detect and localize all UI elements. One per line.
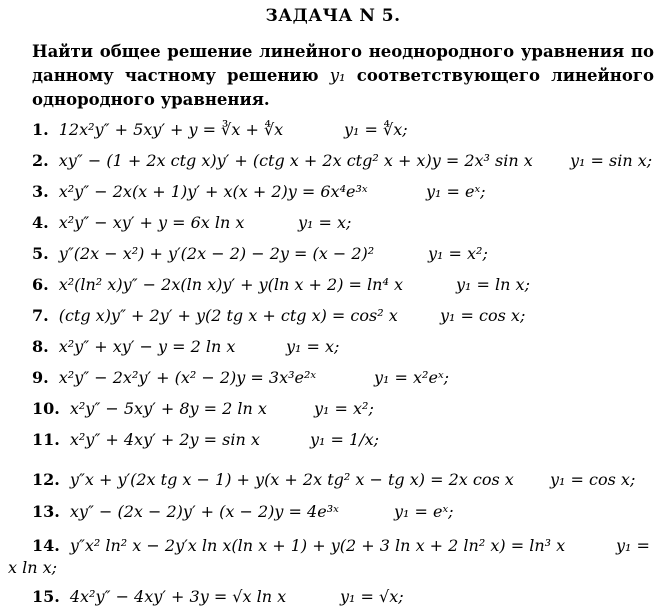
problem-number: 7. xyxy=(32,306,49,325)
problem-equation: (ctg x)y″ + 2y′ + y(2 tg x + ctg x) = cos² x xyxy=(58,306,398,325)
problem-solution: y₁ = xyxy=(616,536,650,555)
problem-1 xyxy=(32,118,408,142)
task-symbol: y₁ xyxy=(329,66,346,85)
problem-number: 14. xyxy=(32,536,60,555)
problem-11 xyxy=(32,428,380,452)
problem-number: 15. xyxy=(32,587,60,606)
problem-solution: y₁ = eˣ; xyxy=(394,502,454,521)
problem-12 xyxy=(32,468,636,492)
problem-number: 12. xyxy=(32,470,60,489)
problem-solution: y₁ = x; xyxy=(298,213,352,232)
problem-equation: x²(ln² x)y″ − 2x(ln x)y′ + y(ln x + 2) = ln⁴ x xyxy=(58,275,403,294)
task-text-part2: соответствующего линейного однородного уравнения. xyxy=(32,66,654,109)
problem-number: 10. xyxy=(32,399,60,418)
problem-number: 6. xyxy=(32,275,49,294)
problem-solution: y₁ = x²eˣ; xyxy=(374,368,450,387)
problem-14-continuation: x ln x; xyxy=(8,558,58,577)
problem-number: 5. xyxy=(32,244,49,263)
problem-equation: x²y″ − 2x²y′ + (x² − 2)y = 3x³e²ˣ xyxy=(58,368,317,387)
problem-solution: y₁ = cos x; xyxy=(550,470,636,489)
problem-solution: y₁ = ∜x; xyxy=(344,120,408,139)
page-title: ЗАДАЧА N 5. xyxy=(265,6,401,26)
problem-number: 8. xyxy=(32,337,49,356)
problem-equation: x²y″ + 4xy′ + 2y = sin x xyxy=(69,430,260,449)
problem-10 xyxy=(32,397,374,421)
problem-7 xyxy=(32,304,526,328)
problem-9 xyxy=(32,366,450,390)
problem-equation: x²y″ + xy′ − y = 2 ln x xyxy=(58,337,236,356)
problem-equation: x²y″ − xy′ + y = 6x ln x xyxy=(58,213,245,232)
problem-equation: y″(2x − x²) + y′(2x − 2) − 2y = (x − 2)² xyxy=(58,244,375,263)
problem-number: 13. xyxy=(32,502,60,521)
problem-number: 2. xyxy=(32,151,49,170)
problem-8 xyxy=(32,335,340,359)
problem-4 xyxy=(32,211,352,235)
problem-equation: x²y″ − 5xy′ + 8y = 2 ln x xyxy=(69,399,267,418)
problem-equation: xy″ − (2x − 2)y′ + (x − 2)y = 4e³ˣ xyxy=(69,502,339,521)
problem-solution: y₁ = ln x; xyxy=(456,275,530,294)
problem-2 xyxy=(32,149,653,173)
problem-equation: 4x²y″ − 4xy′ + 3y = √x ln x xyxy=(69,587,287,606)
problem-equation: x²y″ − 2x(x + 1)y′ + x(x + 2)y = 6x⁴e³ˣ xyxy=(58,182,368,201)
problem-equation: y″x² ln² x − 2y′x ln x(ln x + 1) + y(2 + 3 ln x + 2 ln² x) = ln³ x xyxy=(69,536,566,555)
problem-solution: y₁ = 1/x; xyxy=(310,430,380,449)
problem-13 xyxy=(32,500,454,524)
problem-number: 11. xyxy=(32,430,60,449)
problem-solution: y₁ = x²; xyxy=(428,244,488,263)
problem-solution: y₁ = √x; xyxy=(340,587,404,606)
task-text-part1: Найти общее решение линейного неоднородного уравнения по данному частному решению xyxy=(32,42,654,85)
problem-number: 9. xyxy=(32,368,49,387)
problem-number: 4. xyxy=(32,213,49,232)
problem-equation: xy″ − (1 + 2x ctg x)y′ + (ctg x + 2x ctg² x + x)y = 2x³ sin x xyxy=(58,151,533,170)
problem-solution: y₁ = sin x; xyxy=(570,151,653,170)
problem-number: 1. xyxy=(32,120,49,139)
problem-equation: 12x²y″ + 5xy′ + y = ∛x + ∜x xyxy=(58,120,284,139)
problem-solution: y₁ = x²; xyxy=(314,399,374,418)
problem-equation: y″x + y′(2x tg x − 1) + y(x + 2x tg² x − tg x) = 2x cos x xyxy=(69,470,514,489)
problem-solution: y₁ = x; xyxy=(286,337,340,356)
problem-3 xyxy=(32,180,486,204)
problem-15 xyxy=(32,585,404,609)
task-statement xyxy=(32,40,654,112)
problem-solution: y₁ = cos x; xyxy=(440,306,526,325)
problem-number: 3. xyxy=(32,182,49,201)
problem-5 xyxy=(32,242,488,266)
problem-6 xyxy=(32,273,530,297)
problem-14 xyxy=(32,534,650,558)
problem-solution: y₁ = eˣ; xyxy=(426,182,486,201)
